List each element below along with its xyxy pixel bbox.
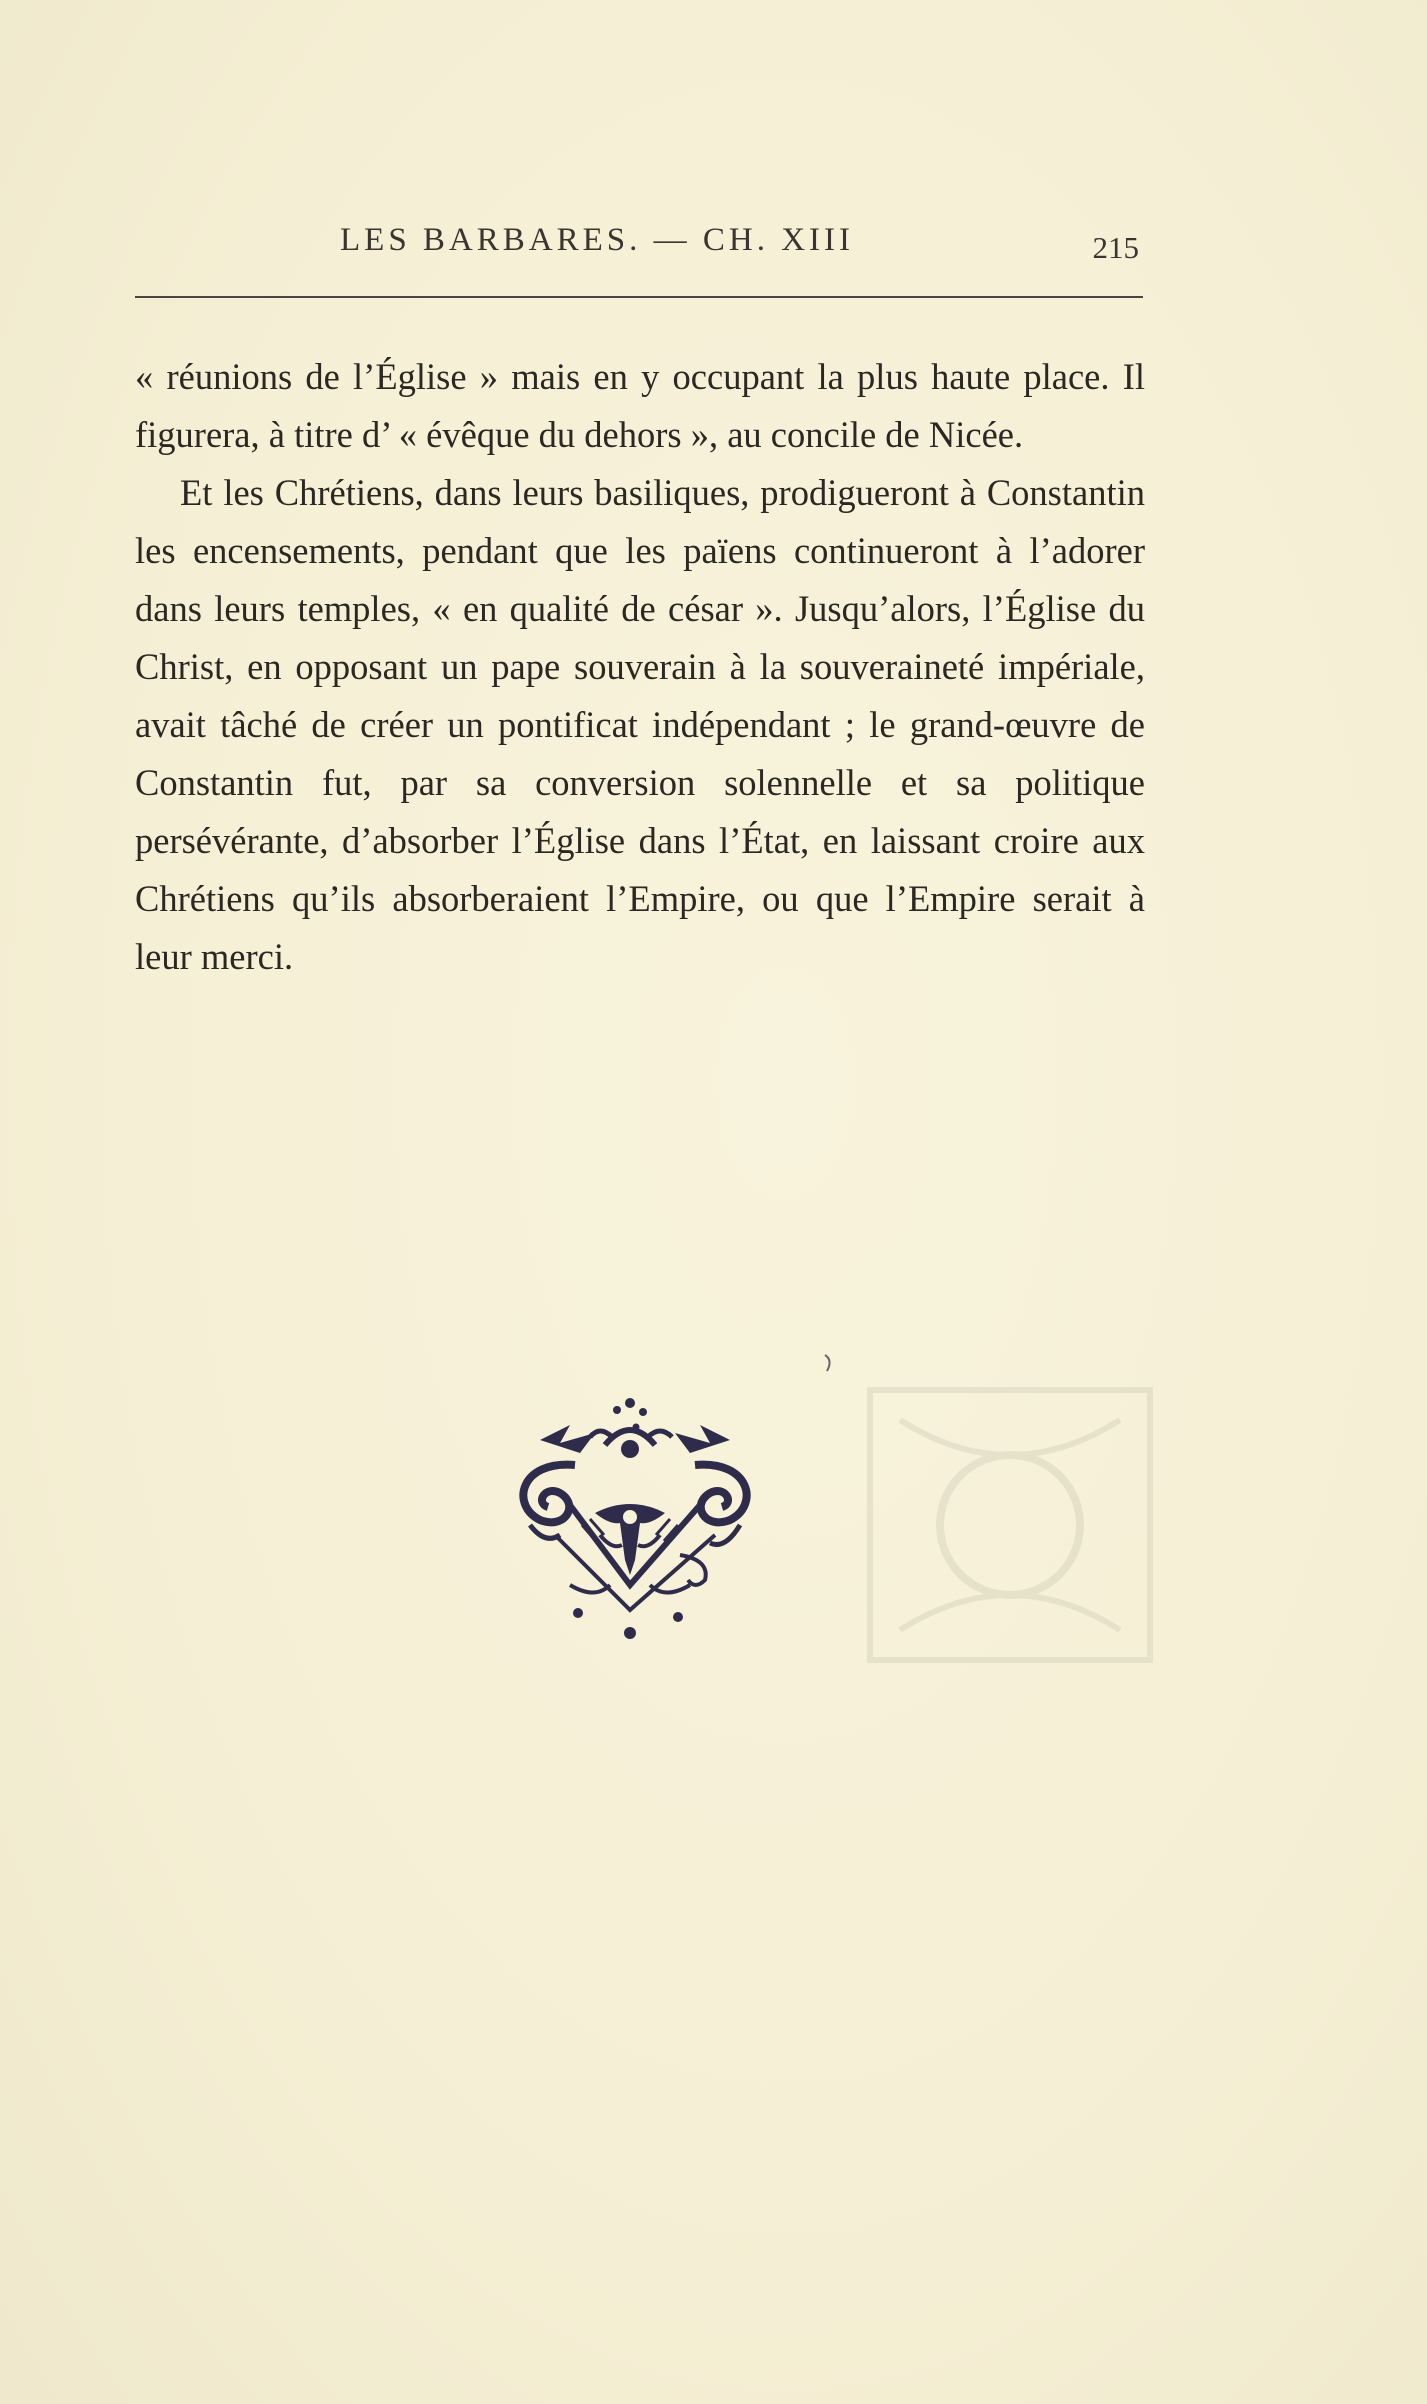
paragraph-continuation: « réunions de l’Église » mais en y occupant la plus haute place. Il figurera, à titre d’ « évêque du dehors », au concile de Nicée. xyxy=(135,356,1145,455)
page-number: 215 xyxy=(1092,230,1139,265)
stray-ink-mark xyxy=(822,1352,836,1374)
page-header xyxy=(135,222,1145,272)
running-head: LES BARBARES. — CH. XIII xyxy=(340,222,855,258)
paragraph-main: Et les Chrétiens, dans leurs basiliques, prodigueront à Constantin les encensements, pendant que les païens continueront à l’adorer dans leurs temples, « en qualité de césar ». Jusqu’alors, l’Église du Christ, en opposant un pape souverain à la souveraineté impériale, avait tâché de créer un pontificat indépendant ; le grand-œuvre de Constantin fut, par sa conversion solennelle et sa politique persévérante, d’absorber l’Église dans l’État, en laissant croire aux Chrétiens qu’ils absorberaient l’Empire, ou que l’Empire serait à leur merci. xyxy=(135,472,1145,977)
show-through-ornament xyxy=(860,1380,1160,1670)
body-text xyxy=(135,348,1145,986)
fleuron-tailpiece-icon xyxy=(500,1385,770,1650)
header-rule xyxy=(135,296,1143,298)
